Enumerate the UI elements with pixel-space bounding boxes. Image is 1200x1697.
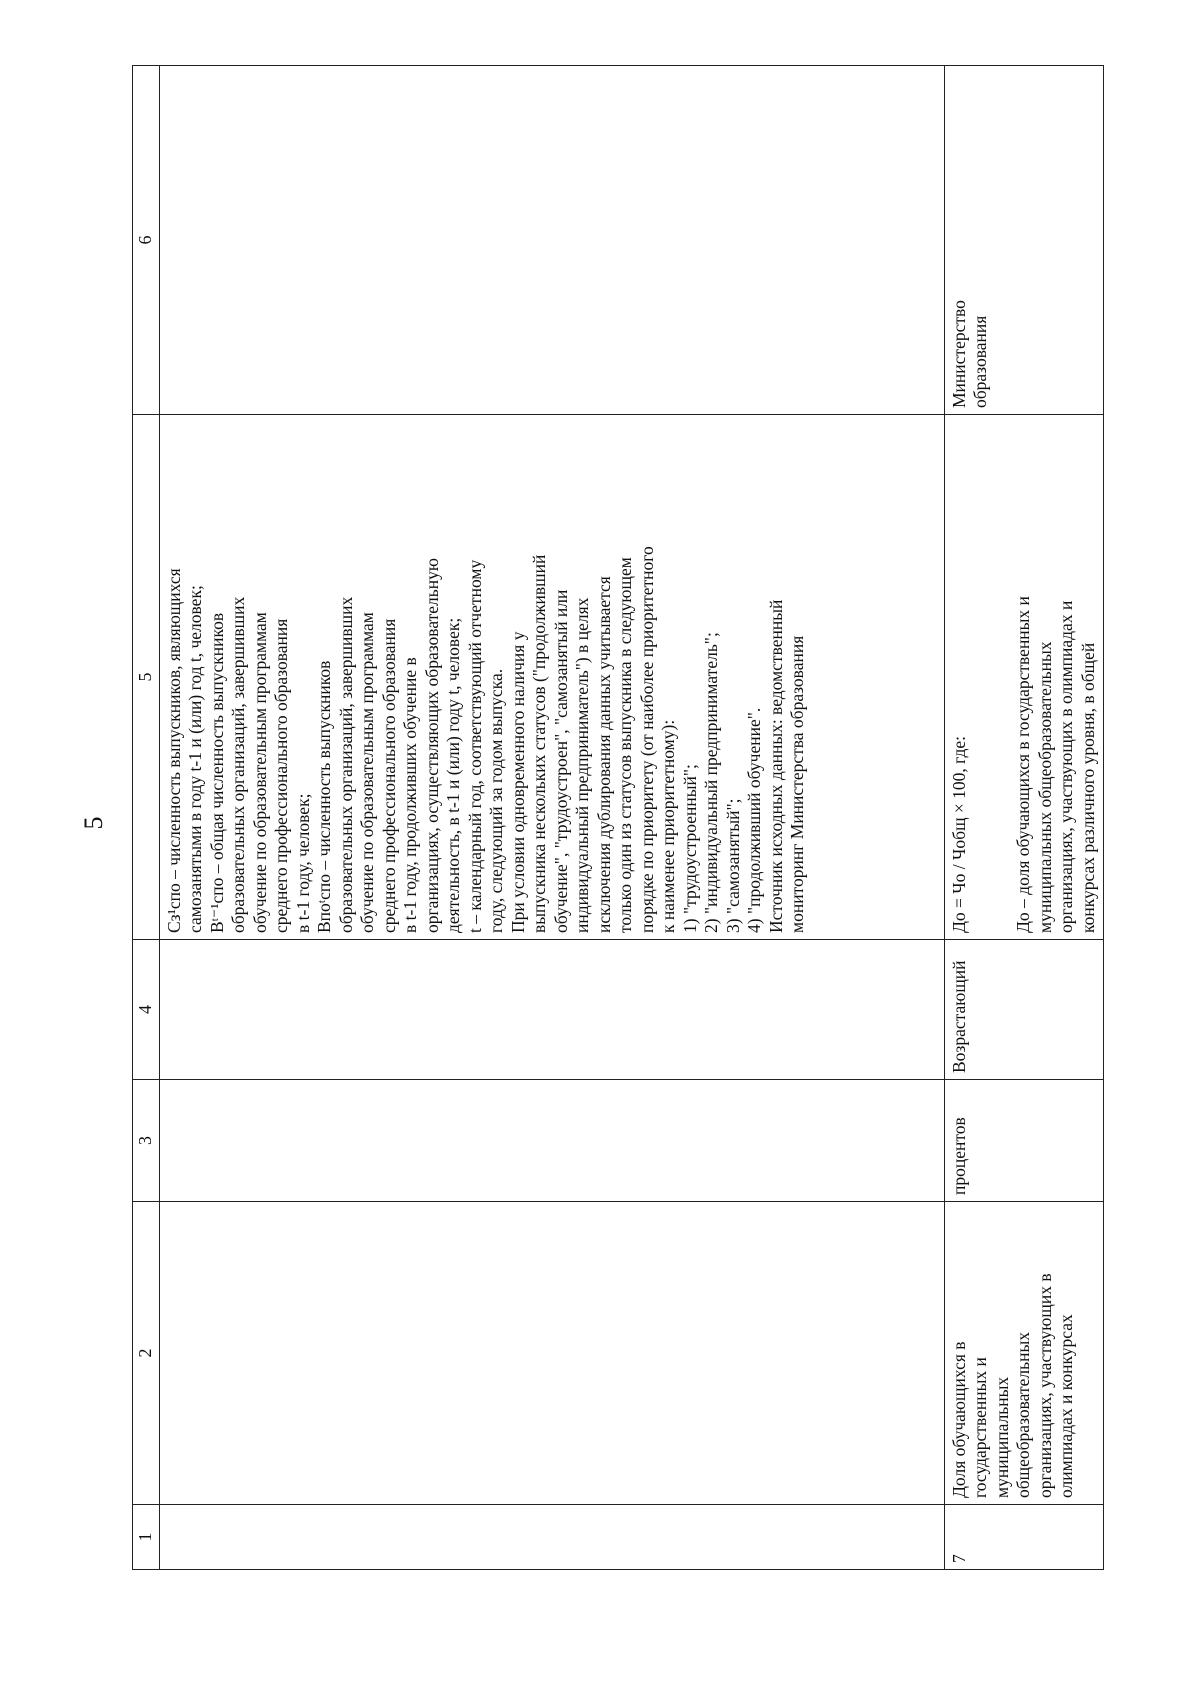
method-line: порядке по приоритету (от наиболее приоритетного xyxy=(636,546,657,933)
header-col-3: 3 xyxy=(133,1080,160,1202)
indicator-table xyxy=(132,65,1104,1570)
header-row xyxy=(133,66,160,1570)
method-line: обучение по образовательным программам xyxy=(249,612,270,933)
method-line: Впоᵗспо – численность выпускников xyxy=(314,660,334,933)
header-col-2: 2 xyxy=(133,1202,160,1505)
def-line: До – доля обучающихся в государственных и xyxy=(1013,596,1033,933)
responsible-line: образования xyxy=(970,315,990,408)
method-line: Источник исходных данных: ведомственный xyxy=(765,599,786,933)
method-line: Сз¹спо – численность выпускников, являющихся xyxy=(163,568,184,933)
method-line: в t-1 году, продолживших обучение в xyxy=(400,657,420,933)
name-line: муниципальных xyxy=(991,1376,1012,1498)
method-line: образовательных организаций, завершивших xyxy=(335,596,356,933)
cell-num xyxy=(159,1505,944,1570)
method-line: самозанятыми в году t-1 и (или) год t, человек; xyxy=(185,585,205,933)
row7-responsible xyxy=(944,66,1104,415)
def-line: конкурсах различного уровня, в общей xyxy=(1077,642,1098,933)
table-container xyxy=(132,66,1096,1570)
rotated-table xyxy=(132,66,1096,1570)
def-line: организациях, участвующих в олимпиадах и xyxy=(1056,600,1076,933)
method-line: При условии одновременного наличия у xyxy=(507,631,528,933)
row7-method xyxy=(944,415,1104,940)
formula: До = Чо / Чобщ × 100, где: xyxy=(948,735,969,933)
method-line: выпускника нескольких статусов ("продолживший xyxy=(529,554,549,933)
name-line: Доля обучающихся в xyxy=(948,1341,969,1498)
cell-method xyxy=(159,415,944,940)
method-line: мониторинг Министерства образования xyxy=(787,635,807,933)
row7-unit: процентов xyxy=(944,1080,1104,1202)
method-line: t – календарный год, соответствующий отчетному xyxy=(464,559,485,933)
page-number: 5 xyxy=(79,816,108,830)
header-col-6: 6 xyxy=(133,66,160,415)
cell-name xyxy=(159,1202,944,1505)
method-line: индивидуальный предприниматель") в целях xyxy=(572,597,592,933)
method-line: 4) "продолживший обучение". xyxy=(744,707,764,933)
header-col-1: 1 xyxy=(133,1505,160,1570)
cell-unit xyxy=(159,1080,944,1202)
method-line: деятельность, в t-1 и (или) году t, человек; xyxy=(443,617,463,933)
method-line: среднего профессионального образования xyxy=(378,618,399,933)
method-line: образовательных организаций, завершивших xyxy=(228,596,248,933)
responsible-line: Министерство xyxy=(948,300,969,408)
name-line: общеобразовательных xyxy=(1013,1332,1033,1498)
header-col-4: 4 xyxy=(133,940,160,1080)
method-line: организациях, осуществляющих образовательную xyxy=(421,558,442,933)
method-line: среднего профессионального образования xyxy=(271,618,291,933)
row7-direction: Возрастающий xyxy=(944,940,1104,1080)
name-line: организациях, участвующих в xyxy=(1034,1273,1055,1498)
row7-name xyxy=(944,1202,1104,1505)
table-row-continuation xyxy=(159,66,944,1570)
table-row-7 xyxy=(944,66,1104,1570)
cell-responsible xyxy=(159,66,944,415)
row7-num: 7 xyxy=(944,1505,1104,1570)
method-line: 2) "индивидуальный предприниматель"; xyxy=(701,632,721,933)
method-line: к наименее приоритетному): xyxy=(658,719,678,933)
method-line: 1) "трудоустроенный"; xyxy=(679,764,700,933)
name-line: олимпиадах и конкурсах xyxy=(1056,1314,1076,1498)
def-line: муниципальных общеобразовательных xyxy=(1034,641,1055,933)
method-line: в t-1 году, человек; xyxy=(292,793,313,933)
method-line: обучение по образовательным программам xyxy=(357,612,377,933)
name-line: государственных и xyxy=(970,1357,990,1498)
method-line: Вᵗ⁻¹спо – общая численность выпускников xyxy=(206,612,227,933)
method-line: обучение", "трудоустроен", "самозанятый или xyxy=(550,589,571,933)
cell-direction xyxy=(159,940,944,1080)
method-line: 3) "самозанятый"; xyxy=(722,798,743,933)
method-line: только один из статусов выпускника в следующем xyxy=(615,557,635,933)
method-line: году, следующий за годом выпуска. xyxy=(486,668,506,933)
method-line: исключения дублирования данных учитывается xyxy=(593,576,614,933)
header-col-5: 5 xyxy=(133,415,160,940)
